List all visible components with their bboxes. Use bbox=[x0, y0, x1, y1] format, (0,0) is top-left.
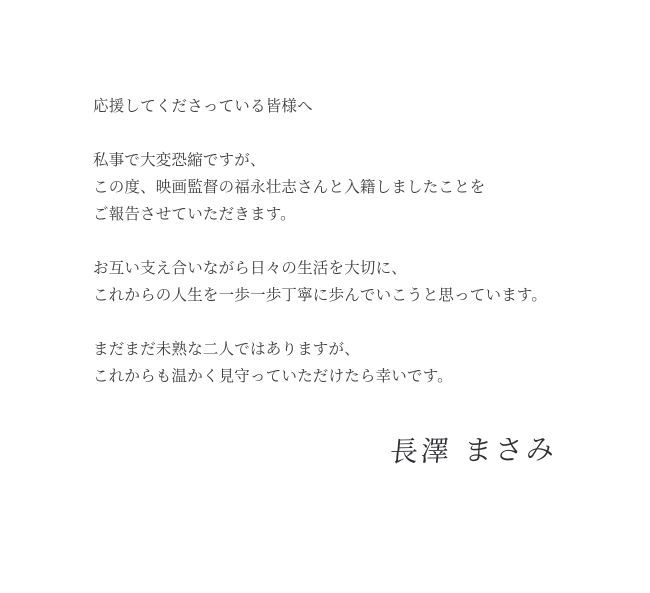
letter-line: ご報告させていただきます。 bbox=[93, 205, 296, 223]
letter-line: 私事で大変恐縮ですが、 bbox=[93, 151, 266, 169]
announcement-letter bbox=[93, 93, 613, 469]
letter-line: これからの人生を一歩一歩丁寧に歩んでいこうと思っています。 bbox=[93, 286, 548, 304]
letter-paragraph-1 bbox=[93, 147, 613, 228]
letter-line: この度、映画監督の福永壮志さんと入籍しましたことを bbox=[93, 178, 486, 196]
letter-paragraph-2 bbox=[93, 255, 613, 309]
letter-line: お互い支え合いながら日々の生活を大切に、 bbox=[93, 259, 408, 277]
signature-row bbox=[93, 434, 613, 469]
letter-paragraph-3 bbox=[93, 336, 613, 390]
handwritten-signature: 長澤 まさみ bbox=[388, 432, 559, 469]
letter-line: まだまだ未熟な二人ではありますが、 bbox=[93, 340, 360, 358]
letter-salutation: 応援してくださっている皆様へ bbox=[93, 97, 313, 115]
letter-line: これからも温かく見守っていただけたら幸いです。 bbox=[93, 367, 453, 385]
